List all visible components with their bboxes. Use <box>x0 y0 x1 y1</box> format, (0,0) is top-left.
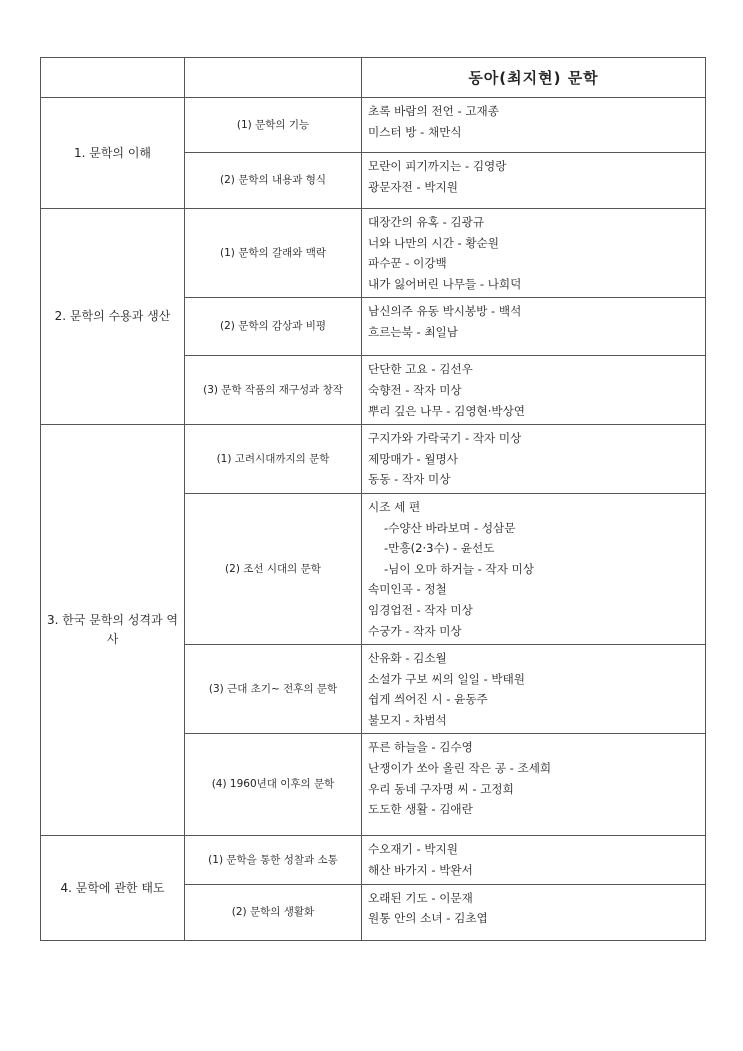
sub-work-item: -만흥(2·3수) - 윤선도 <box>384 541 495 556</box>
works-cell <box>362 734 706 836</box>
work-item: 산유화 - 김소월 <box>368 651 447 666</box>
subunit-title: (1) 문학의 갈래와 맥락 <box>185 209 362 298</box>
work-item: 내가 잃어버린 나무들 - 나희덕 <box>368 276 522 291</box>
work-item: 임경업전 - 작자 미상 <box>368 602 473 617</box>
table-body <box>41 58 706 941</box>
header-row <box>41 58 706 98</box>
work-item: 불모지 - 차범석 <box>368 712 447 727</box>
work-item: 우리 동네 구자명 씨 - 고정희 <box>368 781 514 796</box>
header-cell-unit <box>41 58 185 98</box>
work-item: 동동 - 작자 미상 <box>368 472 451 487</box>
table-row <box>41 425 706 494</box>
works-cell <box>362 493 706 644</box>
sub-work-item: -님이 오마 하거늘 - 작자 미상 <box>384 561 534 576</box>
unit-title: 2. 문학의 수용과 생산 <box>41 209 185 425</box>
works-cell <box>362 356 706 425</box>
works-cell <box>362 645 706 734</box>
work-item: 원통 안의 소녀 - 김초엽 <box>368 911 488 926</box>
work-item: 푸른 하늘을 - 김수영 <box>368 740 473 755</box>
work-item: 미스터 방 - 채만식 <box>368 124 462 139</box>
textbook-title: 동아(최지현) 문학 <box>362 58 706 98</box>
work-item: 광문자전 - 박지원 <box>368 179 458 194</box>
subunit-title: (1) 문학을 통한 성찰과 소통 <box>185 836 362 884</box>
work-item: 너와 나만의 시간 - 황순원 <box>368 235 499 250</box>
works-cell <box>362 298 706 356</box>
work-item: 대장간의 유혹 - 김광규 <box>368 215 485 229</box>
work-item: 도도한 생활 - 김애란 <box>368 802 473 817</box>
subunit-title: (2) 문학의 감상과 비평 <box>185 298 362 356</box>
work-item: 속미인곡 - 정철 <box>368 582 447 597</box>
works-cell <box>362 836 706 884</box>
curriculum-table <box>40 57 706 941</box>
work-item: 수궁가 - 작자 미상 <box>368 623 462 638</box>
work-item: 구지가와 가락국기 - 작자 미상 <box>368 431 522 446</box>
unit-title: 3. 한국 문학의 성격과 역사 <box>41 425 185 836</box>
work-item: 숙향전 - 작자 미상 <box>368 382 462 397</box>
subunit-title: (1) 고려시대까지의 문학 <box>185 425 362 494</box>
table-row <box>41 98 706 153</box>
work-item: 소설가 구보 씨의 일일 - 박태원 <box>368 671 526 686</box>
sub-work-item: -수양산 바라보며 - 성삼문 <box>384 520 516 535</box>
table-row <box>41 209 706 298</box>
subunit-title: (2) 문학의 생활화 <box>185 884 362 940</box>
subunit-title: (3) 문학 작품의 재구성과 창작 <box>185 356 362 425</box>
works-cell <box>362 153 706 209</box>
work-item: 시조 세 편 <box>368 499 421 514</box>
work-item: 해산 바가지 - 박완서 <box>368 863 473 878</box>
work-item: 뿌리 깊은 나무 - 김영현·박상연 <box>368 403 526 418</box>
unit-title: 1. 문학의 이해 <box>41 98 185 209</box>
subunit-title: (3) 근대 초기~ 전후의 문학 <box>185 645 362 734</box>
work-item: 초록 바람의 전언 - 고재종 <box>368 104 499 118</box>
unit-title: 4. 문학에 관한 태도 <box>41 836 185 940</box>
subunit-title: (2) 조선 시대의 문학 <box>185 493 362 644</box>
work-item: 흐르는북 - 최일남 <box>368 324 458 339</box>
work-item: 모란이 피기까지는 - 김영랑 <box>368 159 507 173</box>
subunit-title: (4) 1960년대 이후의 문학 <box>185 734 362 836</box>
work-item: 오래된 기도 - 이문재 <box>368 890 473 905</box>
subunit-title: (2) 문학의 내용과 형식 <box>185 153 362 209</box>
works-cell <box>362 884 706 940</box>
subunit-title: (1) 문학의 기능 <box>185 98 362 153</box>
works-cell <box>362 98 706 153</box>
work-item: 수오재기 - 박지원 <box>368 842 458 857</box>
work-item: 단단한 고요 - 김선우 <box>368 362 473 377</box>
work-item: 파수꾼 - 이강백 <box>368 256 447 271</box>
table-row <box>41 836 706 884</box>
works-cell <box>362 209 706 298</box>
work-item: 남신의주 유동 박시봉방 - 백석 <box>368 304 522 319</box>
works-cell <box>362 425 706 494</box>
work-item: 쉽게 씌어진 시 - 윤동주 <box>368 692 488 707</box>
work-item: 제망매가 - 월명사 <box>368 451 458 466</box>
header-cell-subunit <box>185 58 362 98</box>
work-item: 난쟁이가 쏘아 올린 작은 공 - 조세희 <box>368 761 552 776</box>
